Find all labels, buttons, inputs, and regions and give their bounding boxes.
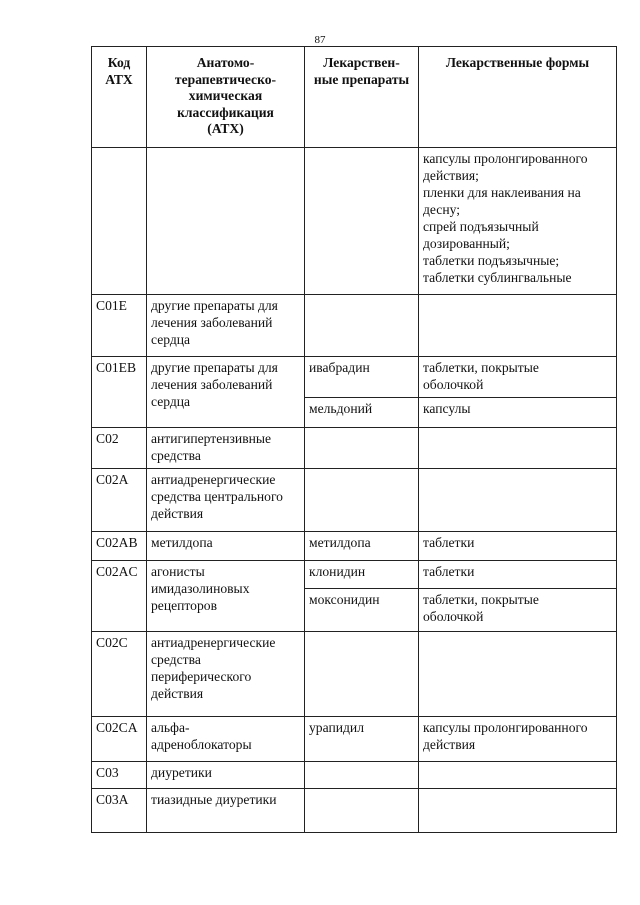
cell-drug [305,428,419,469]
cell-forms: капсулы [419,398,617,428]
table-row [92,357,617,398]
cell-code: C01EB [92,357,147,428]
table-row [92,295,617,357]
table-row [92,561,617,589]
table-header-row [92,47,617,148]
cell-classification: тиазидные диуретики [147,789,305,833]
cell-classification: антигипертензивные средства [147,428,305,469]
cell-code [92,148,147,295]
cell-drug [305,762,419,789]
cell-code: C02 [92,428,147,469]
table-row [92,717,617,762]
cell-drug: клонидин [305,561,419,589]
cell-code: C02AC [92,561,147,632]
cell-classification: диуретики [147,762,305,789]
cell-drug: метилдопа [305,532,419,561]
cell-drug: урапидил [305,717,419,762]
cell-drug [305,789,419,833]
cell-forms: таблетки, покрытые оболочкой [419,589,617,632]
cell-forms [419,762,617,789]
cell-forms [419,428,617,469]
cell-forms: таблетки [419,532,617,561]
cell-drug [305,632,419,717]
cell-drug [305,469,419,532]
cell-forms: таблетки [419,561,617,589]
cell-forms [419,632,617,717]
cell-forms: капсулы пролонгированного действия; пленки для наклеивания на десну; спрей подъязычный дозированный; таблетки подъязычные; таблетки сублингвальные [419,148,617,295]
header-code: Код АТХ [92,47,147,148]
cell-code: C02CA [92,717,147,762]
table-row [92,632,617,717]
cell-code: C02AB [92,532,147,561]
cell-code: C02A [92,469,147,532]
table-row [92,469,617,532]
cell-classification: другие препараты для лечения заболеваний сердца [147,357,305,428]
cell-code: C02C [92,632,147,717]
cell-drug: моксонидин [305,589,419,632]
cell-drug [305,148,419,295]
cell-forms [419,469,617,532]
cell-code: C01E [92,295,147,357]
header-classification: Анатомо- терапевтическо- химическая классификация (АТХ) [147,47,305,148]
table-row [92,789,617,833]
table-row [92,762,617,789]
atx-table [91,46,617,833]
cell-forms: таблетки, покрытые оболочкой [419,357,617,398]
cell-forms: капсулы пролонгированного действия [419,717,617,762]
cell-classification: другие препараты для лечения заболеваний сердца [147,295,305,357]
cell-drug: ивабрадин [305,357,419,398]
table-row [92,428,617,469]
header-forms: Лекарственные формы [419,47,617,148]
table-row [92,532,617,561]
cell-drug: мельдоний [305,398,419,428]
cell-drug [305,295,419,357]
table-row [92,148,617,295]
page-number: 87 [314,34,326,46]
cell-classification [147,148,305,295]
cell-classification: метилдопа [147,532,305,561]
cell-code: C03 [92,762,147,789]
cell-classification: антиадренергические средства центрального действия [147,469,305,532]
cell-code: C03A [92,789,147,833]
header-drugs: Лекарствен- ные препараты [305,47,419,148]
cell-classification: антиадренергические средства периферического действия [147,632,305,717]
cell-forms [419,295,617,357]
cell-forms [419,789,617,833]
cell-classification: агонисты имидазолиновых рецепторов [147,561,305,632]
cell-classification: альфа- адреноблокаторы [147,717,305,762]
